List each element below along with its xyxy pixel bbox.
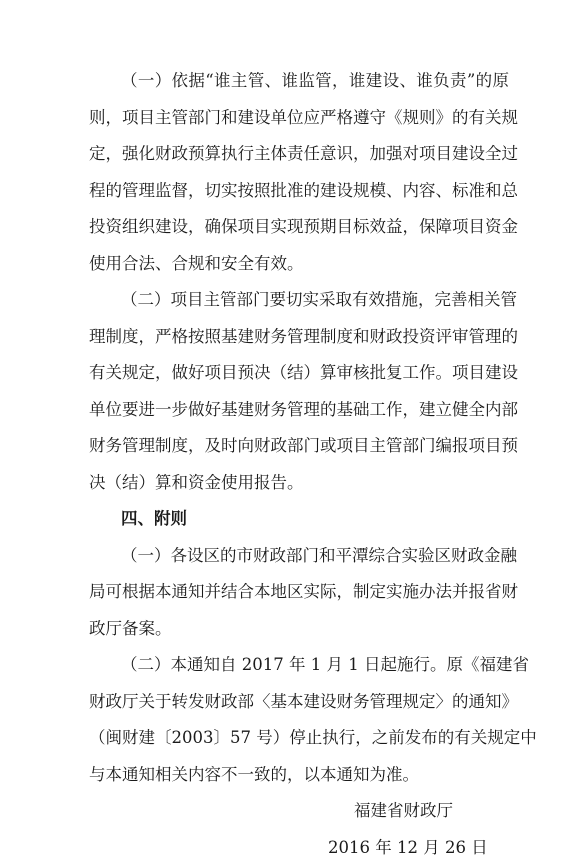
text-line: （二）项目主管部门要切实采取有效措施，完善相关管: [121, 290, 517, 309]
text-line: 程的管理监督，切实按照批准的建设规模、内容、标准和总: [89, 181, 518, 200]
text-line: （一）各设区的市财政部门和平潭综合实验区财政金融: [121, 546, 517, 565]
text-line: 则，项目主管部门和建设单位应严格遵守《规则》的有关规: [89, 108, 518, 127]
text-line: 与本通知相关内容不一致的，以本通知为准。: [89, 765, 419, 784]
text-line: 定，强化财政预算执行主体责任意识，加强对项目建设全过: [89, 144, 518, 163]
text-line: 投资组织建设，确保项目实现预期目标效益，保障项目资金: [89, 217, 518, 236]
issue-date: 2016 年 12 月 26 日: [328, 838, 488, 857]
issuer-name: 福建省财政厅: [354, 801, 453, 820]
text-line: 决（结）算和资金使用报告。: [89, 473, 304, 492]
text-line: （二）本通知自 2017 年 1 月 1 日起施行。原《福建省: [121, 655, 529, 674]
section-heading: 四、附则: [121, 509, 187, 528]
text-line: 单位要进一步做好基建财务管理的基础工作，建立健全内部: [89, 400, 518, 419]
text-line: （闽财建〔2003〕57 号）停止执行，之前发布的有关规定中: [89, 728, 537, 747]
text-line: 财政厅关于转发财政部〈基本建设财务管理规定〉的通知》: [89, 692, 518, 711]
text-line: 局可根据本通知并结合本地区实际，制定实施办法并报省财: [89, 582, 518, 601]
text-line: （一）依据“谁主管、谁监管，谁建设、谁负责”的原: [121, 71, 509, 90]
text-line: 有关规定，做好项目预决（结）算审核批复工作。项目建设: [89, 363, 518, 382]
text-line: 理制度，严格按照基建财务管理制度和财政投资评审管理的: [89, 327, 518, 346]
text-line: 政厅备案。: [89, 619, 172, 638]
text-line: 财务管理制度，及时向财政部门或项目主管部门编报项目预: [89, 436, 518, 455]
text-line: 使用合法、合规和安全有效。: [89, 254, 304, 273]
